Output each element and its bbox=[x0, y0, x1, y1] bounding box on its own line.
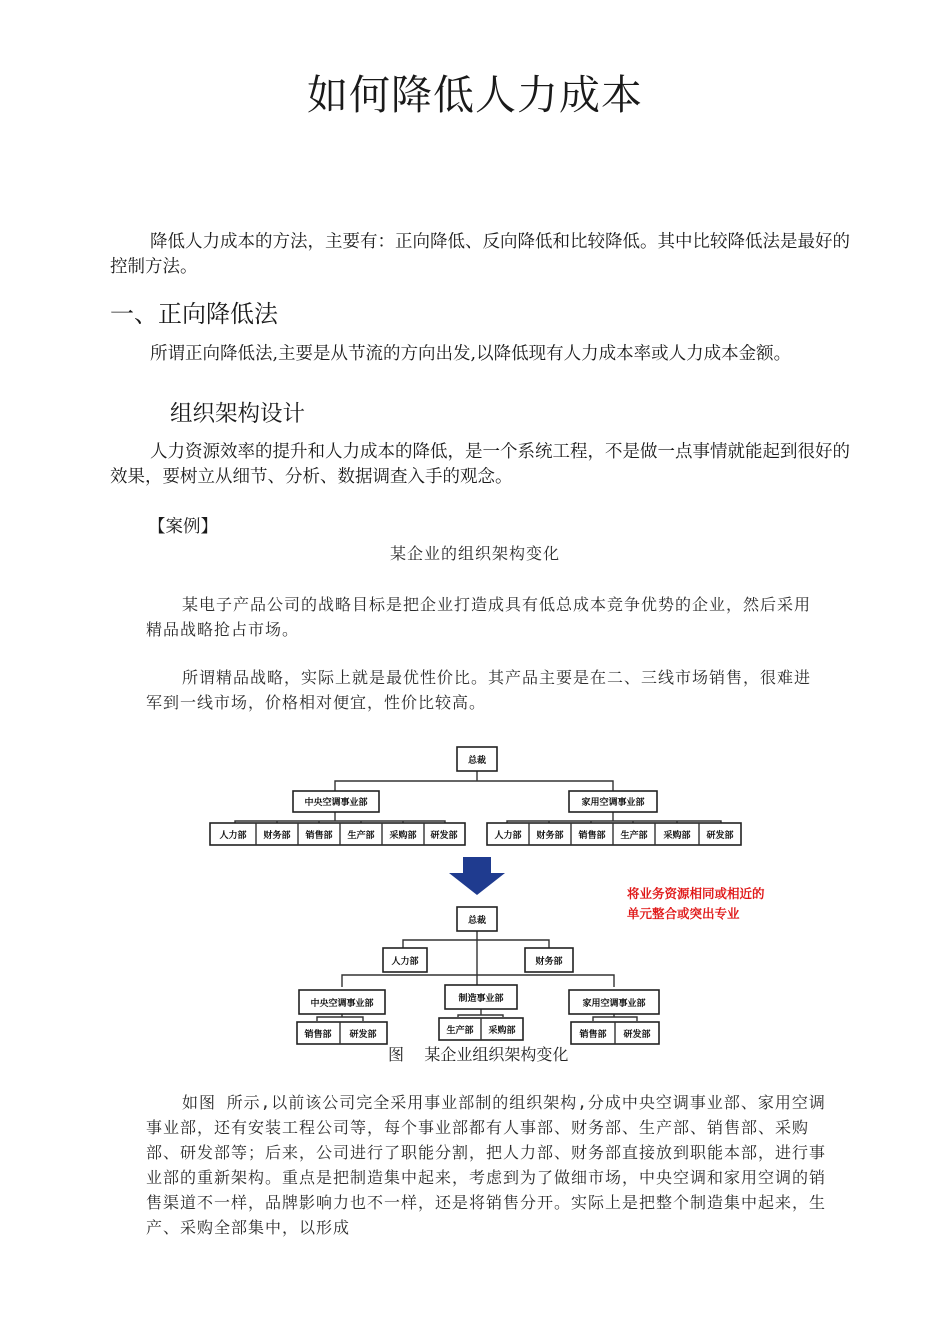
case-paragraph-3: 如图 所示,以前该公司完全采用事业部制的组织架构,分成中央空调事业部、家用空调事业部，还有安装工程公司等，每个事业部都有人事部、财务部、生产部、销售部、采购部、研发部等；后来，公司进行了职能分割，把人力部、财务部直接放到职能本部，进行事业部的重新架构。重点是把制造集中起来，考虑到为了做细市场，中央空调和家用空调的销售渠道不一样，品牌影响力也不一样，还是将销售分开。实际上是把整个制造集中起来，生产、采购全部集中，以形成 bbox=[146, 1093, 827, 1237]
division-label: 中央空调事业部 bbox=[310, 999, 374, 1009]
dept-label: 采购部 bbox=[389, 831, 417, 841]
dept-label: 销售部 bbox=[304, 1030, 332, 1040]
org-after bbox=[297, 907, 659, 1044]
note-line-2: 单元整合或突出专业 bbox=[627, 906, 740, 921]
page-title: 如何降低人力成本 bbox=[307, 71, 643, 119]
figure-caption bbox=[388, 1042, 568, 1065]
case-paragraph-1: 某电子产品公司的战略目标是把企业打造成具有低总成本竞争优势的企业，然后采用精品战略抢占市场。 bbox=[146, 595, 812, 639]
subsection-paragraph: 人力资源效率的提升和人力成本的降低，是一个系统工程，不是做一点事情就能起到很好的效果，要树立从细节、分析、数据调查入手的观念。 bbox=[110, 442, 850, 487]
down-arrow-icon bbox=[449, 857, 505, 895]
function-label: 财务部 bbox=[535, 957, 563, 967]
dept-label: 人力部 bbox=[219, 831, 247, 841]
org-chart-figure bbox=[205, 735, 765, 1045]
dept-label: 生产部 bbox=[620, 831, 648, 841]
division-label: 制造事业部 bbox=[458, 994, 504, 1004]
org-before bbox=[210, 747, 741, 845]
dept-label: 采购部 bbox=[663, 831, 691, 841]
dept-label: 人力部 bbox=[494, 831, 522, 841]
case-title: 某企业的组织架构变化 bbox=[389, 544, 560, 563]
caption-text: 某企业组织架构变化 bbox=[424, 1045, 569, 1064]
dept-label: 研发部 bbox=[349, 1030, 377, 1040]
dept-label: 销售部 bbox=[579, 1030, 607, 1040]
dept-label: 财务部 bbox=[263, 831, 291, 841]
intro-paragraph: 降低人力成本的方法，主要有：正向降低、反向降低和比较降低。其中比较降低法是最好的控制方法。 bbox=[110, 232, 850, 277]
dept-label: 销售部 bbox=[578, 831, 606, 841]
function-label: 人力部 bbox=[391, 957, 419, 967]
ceo-label: 总裁 bbox=[467, 916, 487, 926]
case-label: 【案例】 bbox=[148, 517, 218, 537]
case-paragraph-2: 所谓精品战略，实际上就是最优性价比。其产品主要是在二、三线市场销售，很难进军到一线市场，价格相对便宜，性价比较高。 bbox=[146, 668, 812, 712]
dept-label: 生产部 bbox=[446, 1026, 474, 1036]
division-label: 家用空调事业部 bbox=[581, 798, 645, 808]
dept-label: 财务部 bbox=[536, 831, 564, 841]
note-line-1: 将业务资源相同或相近的 bbox=[627, 886, 765, 901]
dept-label: 研发部 bbox=[706, 831, 734, 841]
caption-prefix: 图 bbox=[388, 1045, 405, 1064]
dept-label: 销售部 bbox=[305, 831, 333, 841]
dept-label: 生产部 bbox=[347, 831, 375, 841]
section-paragraph: 所谓正向降低法,主要是从节流的方向出发,以降低现有人力成本率或人力成本金额。 bbox=[150, 344, 792, 364]
dept-row-frame bbox=[210, 823, 465, 845]
dept-row-frame bbox=[487, 823, 741, 845]
dept-label: 研发部 bbox=[623, 1030, 651, 1040]
dept-label: 研发部 bbox=[430, 831, 458, 841]
dept-label: 采购部 bbox=[488, 1026, 516, 1036]
subsection-heading: 组织架构设计 bbox=[170, 401, 306, 427]
ceo-label: 总裁 bbox=[467, 756, 487, 766]
section-heading: 一、正向降低法 bbox=[110, 300, 278, 328]
division-label: 中央空调事业部 bbox=[304, 798, 368, 808]
division-label: 家用空调事业部 bbox=[582, 999, 646, 1009]
